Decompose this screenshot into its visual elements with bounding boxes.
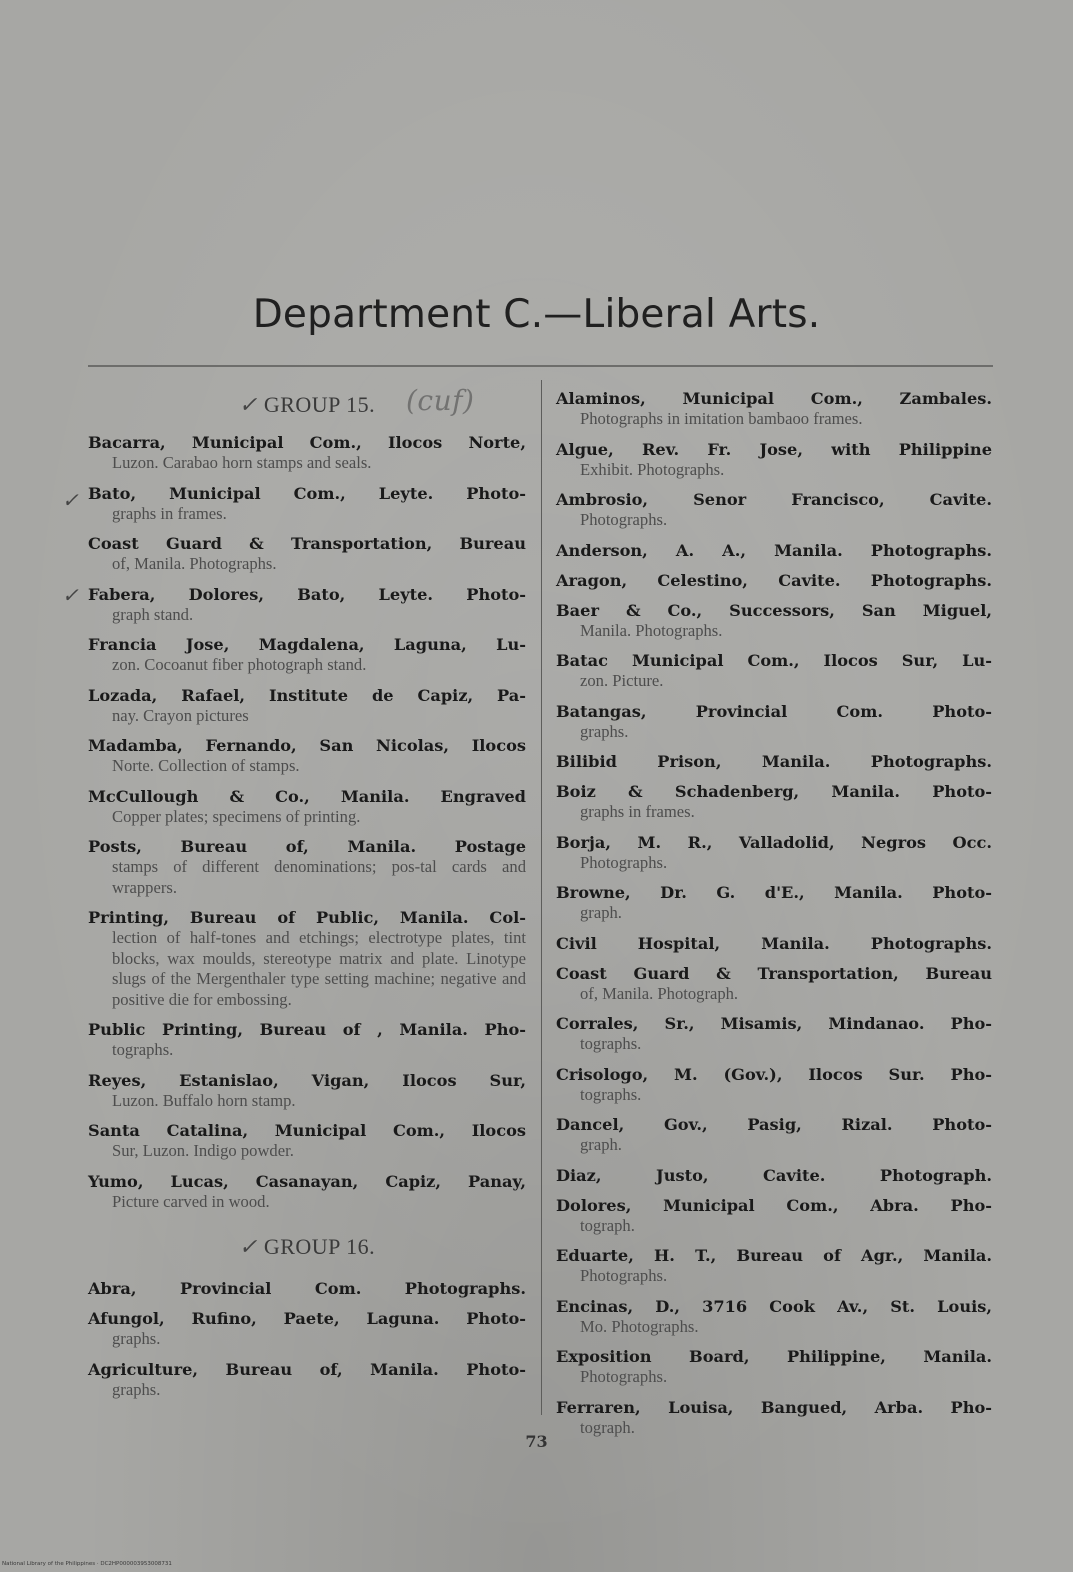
list-item xyxy=(556,650,992,692)
entry-description: tographs. xyxy=(580,1084,642,1104)
entry-name: Diaz, Justo, Cavite. Photograph. xyxy=(556,1165,992,1185)
list-item xyxy=(556,1165,992,1186)
entry-name: Ferraren, Louisa, Bangued, Arba. Pho- xyxy=(556,1397,992,1417)
list-item xyxy=(88,1120,526,1162)
right-list xyxy=(556,388,992,1438)
list-item xyxy=(556,540,992,561)
list-item xyxy=(556,832,992,874)
entry-description: Copper plates; specimens of printing. xyxy=(112,806,361,826)
entry-name: Printing, Bureau of Public, Manila. Col- xyxy=(88,908,526,927)
entry-name: Encinas, D., 3716 Cook Av., St. Louis, xyxy=(556,1296,992,1316)
list-item xyxy=(88,432,526,474)
list-item xyxy=(88,533,526,575)
entry-description: stamps of different denominations; pos-tal cards and wrappers. xyxy=(112,857,526,897)
entry-description: Mo. Photographs. xyxy=(580,1316,699,1336)
list-item xyxy=(556,1013,992,1055)
list-item xyxy=(88,1278,526,1299)
entry-name: McCullough & Co., Manila. Engraved xyxy=(88,786,526,806)
list-item xyxy=(556,1114,992,1156)
entry-description: zon. Picture. xyxy=(580,671,664,690)
list-item xyxy=(556,600,992,642)
entry-name: Alaminos, Municipal Com., Zambales. xyxy=(556,389,992,408)
list-item xyxy=(556,1346,992,1388)
list-item xyxy=(88,1070,526,1112)
group-15-heading xyxy=(88,384,526,418)
left-column xyxy=(88,384,526,1409)
entry-description: tograph. xyxy=(580,1417,635,1437)
list-item xyxy=(556,439,992,481)
title-rule xyxy=(88,365,993,367)
page-number: 73 xyxy=(525,1432,548,1451)
list-item xyxy=(556,1296,992,1338)
list-item xyxy=(556,1195,992,1237)
entry-description: Photographs in imitation bambaoo frames. xyxy=(580,409,863,428)
list-item xyxy=(556,570,992,591)
entry-description: Photographs. xyxy=(580,852,668,872)
entry-name: Aragon, Celestino, Cavite. Photographs. xyxy=(556,570,992,590)
list-item xyxy=(88,1019,526,1061)
list-item xyxy=(88,634,526,676)
entry-description: Photographs. xyxy=(580,1367,668,1386)
entry-name: Bato, Municipal Com., Leyte. Photo- xyxy=(88,483,526,503)
entry-name: Browne, Dr. G. d'E., Manila. Photo- xyxy=(556,883,992,902)
entry-description: graphs in frames. xyxy=(112,503,227,523)
entry-name: Santa Catalina, Municipal Com., Ilocos xyxy=(88,1121,526,1140)
entry-description: graph. xyxy=(580,1135,622,1154)
entry-name: Baer & Co., Successors, San Miguel, xyxy=(556,600,992,620)
entry-description: graph stand. xyxy=(112,604,194,624)
entry-description: graphs. xyxy=(580,721,629,741)
list-item xyxy=(556,882,992,924)
entry-name: Exposition Board, Philippine, Manila. xyxy=(556,1347,992,1366)
entry-name: Corrales, Sr., Misamis, Mindanao. Pho- xyxy=(556,1014,992,1033)
group-16-list xyxy=(88,1278,526,1400)
margin-check-mark: ✓ xyxy=(62,488,79,512)
check-mark: ✓ xyxy=(238,392,258,417)
list-item xyxy=(556,963,992,1005)
list-item xyxy=(88,836,526,898)
entry-name: Reyes, Estanislao, Vigan, Ilocos Sur, xyxy=(88,1070,526,1090)
list-item xyxy=(88,735,526,777)
entry-description: tograph. xyxy=(580,1215,635,1235)
list-item xyxy=(556,751,992,772)
column-divider xyxy=(541,380,542,1415)
list-item xyxy=(556,1245,992,1287)
entry-name: Afungol, Rufino, Paete, Laguna. Photo- xyxy=(88,1309,526,1328)
list-item xyxy=(556,1064,992,1106)
entry-name: Batangas, Provincial Com. Photo- xyxy=(556,701,992,721)
entry-name: Bilibid Prison, Manila. Photographs. xyxy=(556,752,992,771)
margin-check-mark: ✓ xyxy=(62,583,79,607)
group-16-heading xyxy=(88,1234,526,1260)
entry-name: Francia Jose, Magdalena, Laguna, Lu- xyxy=(88,635,526,654)
entry-description: Photographs. xyxy=(580,1266,668,1285)
entry-description: lection of half-tones and etchings; electrotype plates, tint blocks, wax moulds, stereotype matrix and plate. Linotype slugs of the Mergenthaler type setting machine; negative and positive die for embossing. xyxy=(112,928,526,1009)
entry-description: Manila. Photographs. xyxy=(580,620,723,640)
library-footer: National Library of the Philippines · DC2HP000003953008731 xyxy=(2,1561,172,1567)
entry-name: Agriculture, Bureau of, Manila. Photo- xyxy=(88,1359,526,1379)
entry-description: Exhibit. Photographs. xyxy=(580,459,725,479)
page-title: Department C.—Liberal Arts. xyxy=(252,292,821,337)
entry-description: tographs. xyxy=(580,1034,642,1053)
entry-name: Abra, Provincial Com. Photographs. xyxy=(88,1279,526,1298)
list-item xyxy=(88,1308,526,1350)
list-item xyxy=(88,1171,526,1213)
entry-description: Sur, Luzon. Indigo powder. xyxy=(112,1141,294,1160)
entry-description: graph. xyxy=(580,903,622,922)
entry-name: Eduarte, H. T., Bureau of Agr., Manila. xyxy=(556,1246,992,1265)
entry-name: Madamba, Fernando, San Nicolas, Ilocos xyxy=(88,736,526,755)
group-15-list xyxy=(88,432,526,1212)
entry-name: Boiz & Schadenberg, Manila. Photo- xyxy=(556,782,992,801)
entry-description: of, Manila. Photograph. xyxy=(580,983,739,1003)
entry-description: nay. Crayon pictures xyxy=(112,705,249,725)
entry-description: Picture carved in wood. xyxy=(112,1191,270,1211)
entry-description: graphs. xyxy=(112,1329,161,1348)
entry-name: Algue, Rev. Fr. Jose, with Philippine xyxy=(556,439,992,459)
entry-name: Posts, Bureau of, Manila. Postage xyxy=(88,837,526,856)
entry-name: Coast Guard & Transportation, Bureau xyxy=(88,534,526,553)
entry-name: Borja, M. R., Valladolid, Negros Occ. xyxy=(556,832,992,852)
list-item xyxy=(556,781,992,823)
list-item xyxy=(88,1359,526,1401)
entry-description: Luzon. Buffalo horn stamp. xyxy=(112,1090,296,1110)
entry-name: Dolores, Municipal Com., Abra. Pho- xyxy=(556,1195,992,1215)
list-item xyxy=(556,388,992,430)
entry-name: Dancel, Gov., Pasig, Rizal. Photo- xyxy=(556,1115,992,1134)
entry-name: Bacarra, Municipal Com., Ilocos Norte, xyxy=(88,433,526,452)
entry-description: of, Manila. Photographs. xyxy=(112,554,277,573)
list-item xyxy=(88,786,526,828)
entry-description: tographs. xyxy=(112,1040,174,1059)
entry-name: Lozada, Rafael, Institute de Capiz, Pa- xyxy=(88,685,526,705)
entry-name: Batac Municipal Com., Ilocos Sur, Lu- xyxy=(556,651,992,670)
entry-description: Norte. Collection of stamps. xyxy=(112,756,300,775)
entry-name: Ambrosio, Senor Francisco, Cavite. xyxy=(556,490,992,509)
entry-description: zon. Cocoanut fiber photograph stand. xyxy=(112,655,367,674)
group-label: GROUP 16. xyxy=(263,1234,376,1259)
list-item xyxy=(88,685,526,727)
entry-name: Civil Hospital, Manila. Photographs. xyxy=(556,933,992,953)
entry-description: Luzon. Carabao horn stamps and seals. xyxy=(112,453,372,472)
entry-name: Yumo, Lucas, Casanayan, Capiz, Panay, xyxy=(88,1171,526,1191)
list-item xyxy=(88,907,526,1010)
list-item xyxy=(88,584,526,626)
list-item xyxy=(556,489,992,531)
list-item xyxy=(556,933,992,954)
entry-description: Photographs. xyxy=(580,510,668,529)
entry-name: Crisologo, M. (Gov.), Ilocos Sur. Pho- xyxy=(556,1064,992,1084)
entry-name: Public Printing, Bureau of , Manila. Pho- xyxy=(88,1020,526,1039)
entry-description: graphs. xyxy=(112,1379,161,1399)
entry-name: Coast Guard & Transportation, Bureau xyxy=(556,963,992,983)
check-mark: ✓ xyxy=(238,1234,258,1259)
right-column xyxy=(556,388,992,1447)
list-item xyxy=(88,483,526,525)
handwritten-annotation: (cuf) xyxy=(406,384,475,417)
list-item xyxy=(556,701,992,743)
entry-name: Fabera, Dolores, Bato, Leyte. Photo- xyxy=(88,584,526,604)
group-label: GROUP 15. xyxy=(263,392,376,417)
entry-description: graphs in frames. xyxy=(580,802,695,821)
entry-name: Anderson, A. A., Manila. Photographs. xyxy=(556,540,992,560)
